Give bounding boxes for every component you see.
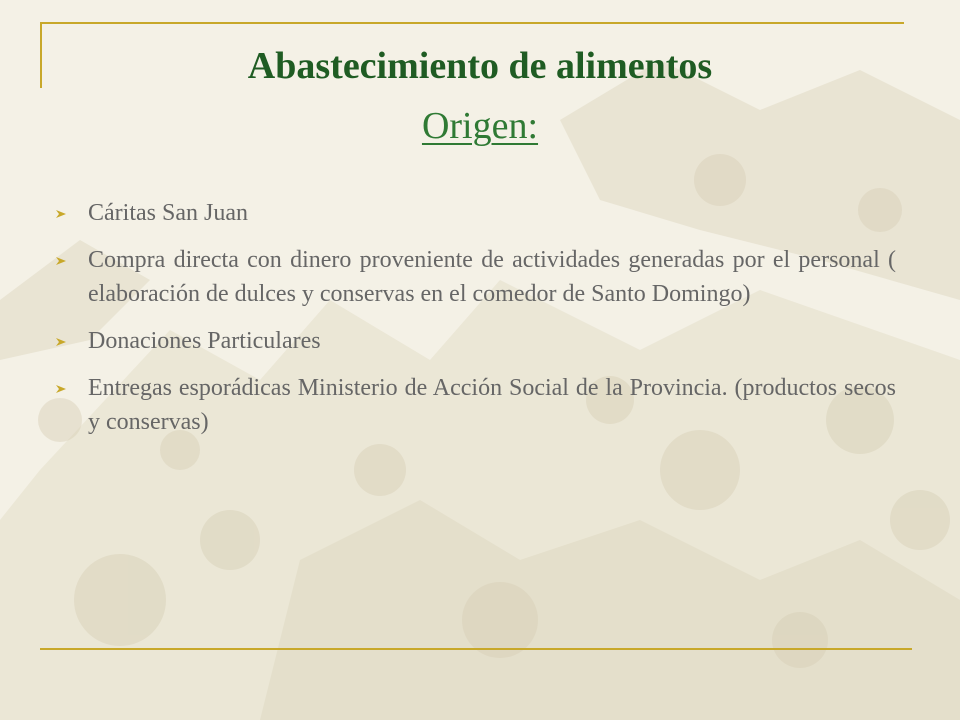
bullet-text: Donaciones Particulares — [88, 328, 321, 354]
arrow-bullet-icon — [55, 337, 67, 347]
bullet-text: Entregas esporádicas Ministerio de Acción Social de la Provincia. (productos secos y conservas) — [88, 375, 896, 435]
arrow-bullet-icon — [55, 209, 67, 219]
left-rule — [40, 22, 42, 88]
top-rule — [40, 22, 904, 24]
slide-subtitle — [60, 100, 900, 152]
arrow-bullet-icon — [55, 256, 67, 266]
arrow-bullet-icon — [55, 384, 67, 394]
bullet-item — [52, 196, 896, 230]
bottom-rule — [40, 648, 912, 650]
bullet-text: Cáritas San Juan — [88, 200, 248, 226]
slide-subtitle-text: Origen: — [421, 105, 539, 147]
bullet-item — [52, 324, 896, 358]
bullet-text: Compra directa con dinero proveniente de actividades generadas por el personal ( elaboración de dulces y conservas en el comedor de Santo Domingo) — [88, 247, 896, 307]
bullet-list — [52, 196, 896, 452]
bullet-item — [52, 243, 896, 311]
slide-title: Abastecimiento de alimentos — [247, 45, 713, 87]
bullet-item — [52, 371, 896, 439]
